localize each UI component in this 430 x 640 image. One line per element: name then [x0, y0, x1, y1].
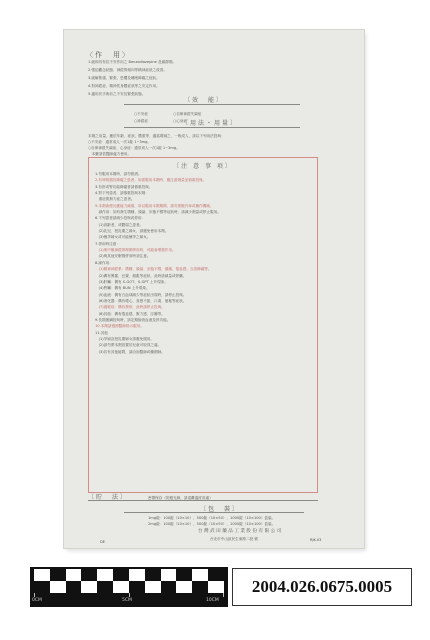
- caution-line: (2)與其他安眠劑併用時須注意。: [95, 254, 151, 259]
- caution-line: (6)消化器：偶有噁心、食慾不振、口渴、便秘等症狀。: [95, 298, 187, 303]
- dosage-line: 本藥須依醫師處方使用。: [88, 152, 132, 156]
- caution-line: 3.有肝或腎功能障礙者請慎重投與。: [95, 184, 153, 189]
- caution-line: (8)其他：偶有倦怠感、脫力感、浮腫等。: [95, 311, 165, 316]
- dosage-line: ○不安症：通常成人一次1錠 1~3mg。: [88, 140, 152, 144]
- dosage-line: ○自律神經失調症、心身症：通常成人一次1錠 1~3mg。: [88, 146, 180, 150]
- divider: [124, 127, 300, 128]
- caution-line: (2)請勿將本劑放置於兒童可取得之處。: [95, 343, 162, 348]
- caution-line: 7.併用時注意：: [95, 241, 120, 246]
- caution-line: 重症肌無力症之患者。: [95, 197, 135, 202]
- cautions-box: [88, 157, 318, 493]
- caution-line: 1.勿服用本劑時，請勿飲酒。: [95, 172, 142, 176]
- footer-right-code: RJK-03: [310, 538, 322, 542]
- ruler-label: 10CM: [206, 598, 219, 603]
- ruler-label: 5CM: [122, 598, 132, 603]
- checker-row-top: [34, 569, 224, 581]
- caution-line: 4.對下列患者，請慎重投與本劑：: [95, 191, 149, 196]
- caution-line: (1)高齡者，或體弱之患者。: [95, 222, 144, 227]
- indication-line: ○神經症 ○心身症: [134, 119, 187, 123]
- cautions-list: [95, 171, 311, 355]
- caution-line: 副作用：如有發生嗜睡、頭暈、步態不穩等症狀時，請減少劑量或停止服用。: [95, 210, 221, 215]
- caution-line: (2)乳兒、授乳期之婦女，請避免使用本劑。: [95, 229, 169, 234]
- caution-line: 5.本劑會使反應能力減弱，所以服用本劑期間，請勿駕駛汽車或操作機械。: [95, 203, 214, 208]
- company-address: 台北市中山區民生東路二段 號: [210, 537, 258, 541]
- caution-line: (1)孕婦及授乳期婦女請避免服用。: [95, 336, 154, 341]
- caution-line: 6.下列患者請減少投與或停用：: [95, 216, 146, 221]
- caution-line: (4)腎臟：偶有 BUN 上升現象。: [95, 286, 150, 291]
- caution-line: (1)與中樞神經抑制劑併用時，可能會增強作用。: [95, 248, 176, 253]
- section-title-dosage: 〔用法・用量〕: [182, 120, 239, 127]
- effect-line: 4.對神經症、精神性身體症狀等之安定作用。: [88, 84, 160, 88]
- color-scale-bar: [30, 567, 228, 607]
- company-name: 台 灣 武 田 藥 品 工 業 股 份 有 限 公 司: [198, 529, 282, 534]
- section-title-storage: 〔貯 法〕: [88, 494, 129, 501]
- effect-line: 5.適用於手術前之不安及緊張狀態。: [88, 92, 146, 96]
- section-title-cautions: 〔注 意 事 項〕: [173, 163, 233, 170]
- package-line: 2mg錠：100錠（10×10）、500錠（10×50）、1000錠（10×100）盒裝。: [148, 522, 276, 526]
- checker-row-bottom: [34, 581, 224, 593]
- caution-line: (1)精神神經系：嗜睡、頭暈、步態不穩、頭痛、倦怠感、言語障礙等。: [95, 267, 212, 272]
- accession-number-label: 2004.026.0675.0005: [232, 568, 412, 606]
- caution-line: (3)若有其他疑問，請洽詢醫師或藥劑師。: [95, 349, 165, 354]
- caution-line: (3)肝臟：偶有 S-GOT、S-GPT 上升現象。: [95, 279, 168, 284]
- caution-line: (5)血液：偶有白血球減少等症狀出現時，請停止投與。: [95, 292, 187, 297]
- divider: [124, 104, 300, 105]
- storage-text: 密閉保存（防避光線，請遠離溫度高處）: [148, 496, 213, 500]
- effect-line: 1.緩和具有抗不安作用之 Benzodiazepine 及鎮靜劑。: [88, 60, 177, 64]
- caution-line: 8.副作用：: [95, 260, 113, 265]
- caution-line: 11.其他: [95, 330, 108, 335]
- caution-line: (3)懷孕婦女或可能懷孕之婦女。: [95, 235, 151, 240]
- caution-line: 9.長期連續投與時，請定期檢查血液及肝功能。: [95, 317, 171, 322]
- dosage-line: 本劑之用量，應依年齡、症狀、體重等，適當增減之，一般成人，請以下列用法投與：: [88, 134, 225, 138]
- ruler-label: 0CM: [32, 598, 42, 603]
- footer-left-code: DE: [100, 540, 106, 544]
- section-title-indication: 〔效 能〕: [184, 97, 225, 104]
- effect-line: 3.緩解焦慮、緊張、恐懼及睡眠障礙之症狀。: [88, 76, 160, 80]
- section-title-package: 〔包 裝〕: [200, 506, 241, 513]
- cm-ruler: [30, 593, 228, 607]
- indication-line: ○不安症 ○自律神經失調症: [134, 112, 202, 116]
- caution-line: 2.有呼吸器官障礙之患者，如需服用本劑時，應注意劑量並慎重投與。: [95, 178, 207, 183]
- caution-line: 10.本劑請遵照醫師指示服用。: [95, 324, 144, 329]
- caution-line: (7)過敏症：偶有發疹，此時請停止投與。: [95, 305, 165, 310]
- section-title-effect: 〈作 用〉: [86, 51, 131, 59]
- package-line: 1mg錠：100錠（10×10）、500錠（10×50）、1000錠（10×100）盒裝。: [148, 516, 276, 520]
- caution-line: (2)偶有興奮、幻覺、錯亂等症狀，此時請減量或停藥。: [95, 273, 187, 278]
- leaflet: [64, 30, 364, 548]
- effect-line: 2.強迫觀念狀態、神經質傾向等精神症狀之改善。: [88, 68, 167, 72]
